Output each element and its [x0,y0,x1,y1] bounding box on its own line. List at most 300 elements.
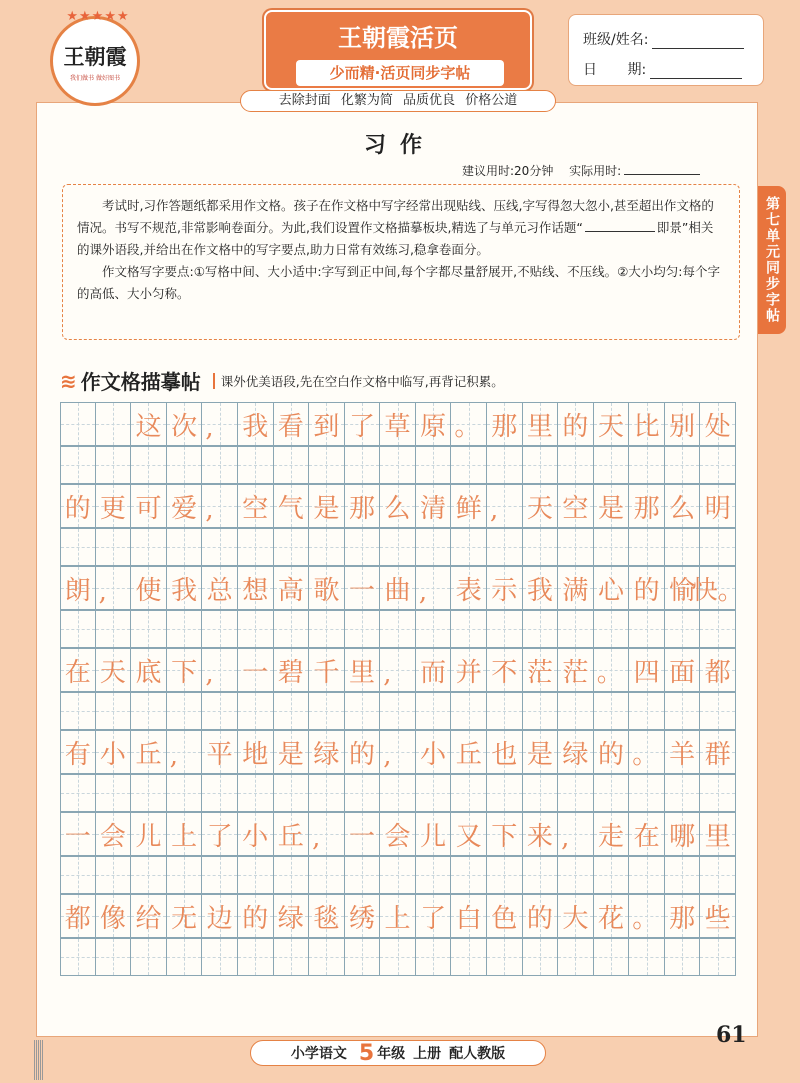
practice-cell[interactable] [665,938,701,976]
intro-paragraph-1 [77,195,725,261]
trace-cell [594,566,630,610]
practice-cell[interactable] [665,856,701,894]
trace-cell [451,402,487,446]
practice-cell[interactable] [345,528,381,566]
practice-cell[interactable] [594,528,630,566]
trace-cell [60,484,96,528]
trace-char: 一 [242,657,269,688]
trace-char: 明 [704,493,731,524]
practice-cell[interactable] [487,938,523,976]
composition-grid [60,402,744,976]
trace-char: 天 [99,657,126,688]
practice-cell[interactable] [594,774,630,812]
section-note: 课外优美语段,先在空白作文格中临写,再背记积累。 [220,373,504,389]
practice-cell[interactable] [274,692,310,730]
practice-cell[interactable] [167,446,203,484]
practice-cell[interactable] [629,692,665,730]
date-field[interactable] [650,78,742,79]
practice-row [60,610,736,648]
trace-char: 茫 [526,657,553,688]
practice-cell[interactable] [202,528,238,566]
trace-cell [309,402,345,446]
practice-cell[interactable] [274,446,310,484]
trace-cell [309,812,345,856]
trace-cell [60,812,96,856]
trace-char: 我 [171,575,198,606]
practice-cell[interactable] [202,774,238,812]
trace-char: 爱 [171,493,198,524]
practice-cell[interactable] [451,610,487,648]
practice-cell[interactable] [238,938,274,976]
trace-char: 处 [704,411,731,442]
practice-cell[interactable] [665,610,701,648]
practice-cell[interactable] [416,610,452,648]
practice-cell[interactable] [665,692,701,730]
trace-cell [700,812,736,856]
trace-cell [238,894,274,938]
practice-cell[interactable] [167,528,203,566]
practice-cell[interactable] [274,610,310,648]
practice-cell[interactable] [523,774,559,812]
trace-cell [523,730,559,774]
trace-cell [60,402,96,446]
trace-cell [700,894,736,938]
student-info-box [568,14,764,86]
practice-cell[interactable] [309,528,345,566]
footer-badge [250,1040,546,1066]
trace-cell [594,894,630,938]
practice-cell[interactable] [700,528,736,566]
practice-cell[interactable] [700,692,736,730]
trace-char: , [205,659,214,689]
practice-cell[interactable] [96,528,132,566]
practice-cell[interactable] [700,610,736,648]
trace-char: 。 [632,740,659,770]
trace-cell [238,648,274,692]
trace-char: 边 [206,903,233,934]
trace-char: 原 [420,411,447,442]
trace-cell [167,402,203,446]
trace-cell [523,648,559,692]
practice-cell[interactable] [451,528,487,566]
practice-cell[interactable] [274,938,310,976]
practice-cell[interactable] [416,938,452,976]
practice-cell[interactable] [309,446,345,484]
trace-cell [309,894,345,938]
practice-cell[interactable] [665,446,701,484]
practice-cell[interactable] [131,938,167,976]
trace-char: 草 [384,411,411,442]
practice-cell[interactable] [487,692,523,730]
trace-cell [380,812,416,856]
practice-cell[interactable] [309,856,345,894]
trace-cell [131,402,167,446]
trace-char: 的 [242,903,269,934]
trace-char: 四 [633,657,660,688]
practice-cell[interactable] [167,610,203,648]
suggested-time: 建议用时:20分钟 [462,164,554,178]
trace-char: 天 [598,411,625,442]
practice-cell[interactable] [274,856,310,894]
trace-char: 儿 [135,821,162,852]
unit-side-tab: 第七单元同步字帖 [758,186,786,334]
trace-char: 是 [598,493,625,524]
practice-cell[interactable] [594,856,630,894]
trace-char: 的 [348,739,375,770]
practice-cell[interactable] [629,856,665,894]
trace-char: 在 [64,657,91,688]
trace-char: 小 [420,739,447,770]
trace-cell [416,894,452,938]
footer-subject: 小学语文 [290,1046,347,1062]
practice-cell[interactable] [523,938,559,976]
trace-char: 面 [669,657,696,688]
practice-cell[interactable] [665,774,701,812]
trace-cell [309,566,345,610]
practice-cell[interactable] [416,446,452,484]
practice-cell[interactable] [309,692,345,730]
practice-cell[interactable] [523,528,559,566]
trace-cell [416,812,452,856]
practice-cell[interactable] [700,446,736,484]
trace-cell [487,566,523,610]
trace-char: 快。 [691,575,744,606]
trace-char: 更 [99,493,126,524]
trace-cell [523,566,559,610]
trace-char: 天 [526,493,553,524]
practice-cell[interactable] [700,856,736,894]
practice-cell[interactable] [238,528,274,566]
practice-cell[interactable] [416,856,452,894]
trace-char: 到 [313,411,340,442]
trace-row [60,402,736,446]
practice-cell[interactable] [60,774,96,812]
trace-cell [380,730,416,774]
practice-cell[interactable] [380,446,416,484]
trace-cell [523,894,559,938]
practice-cell[interactable] [558,692,594,730]
practice-cell[interactable] [487,528,523,566]
slogan: 去除封面 化繁为简 品质优良 价格公道 [240,90,556,112]
practice-cell[interactable] [629,528,665,566]
practice-cell[interactable] [416,528,452,566]
trace-cell [238,484,274,528]
trace-char: , [169,741,179,771]
trace-char: 了 [348,411,375,442]
practice-cell[interactable] [309,938,345,976]
practice-cell[interactable] [380,938,416,976]
practice-cell[interactable] [238,856,274,894]
trace-cell [96,402,132,446]
trace-char: 走 [598,821,625,852]
practice-cell[interactable] [380,610,416,648]
practice-cell[interactable] [274,528,310,566]
trace-cell [700,730,736,774]
trace-char: 会 [384,821,411,852]
practice-cell[interactable] [345,692,381,730]
trace-char: 大 [562,903,589,934]
trace-cell [202,648,238,692]
intro-text-b: 即景”相关的课外语段,并给出在作文格中的写字要点,助力日常有效练习,稳拿卷面分。 [77,220,714,257]
practice-cell[interactable] [60,692,96,730]
practice-cell[interactable] [167,856,203,894]
trace-cell [274,894,310,938]
trace-char: 下 [171,657,198,688]
trace-cell [274,730,310,774]
trace-char: 。 [596,658,623,688]
trace-cell [451,894,487,938]
trace-cell [131,566,167,610]
practice-cell[interactable] [594,446,630,484]
practice-cell[interactable] [96,692,132,730]
trace-char: 看 [277,411,304,442]
practice-cell[interactable] [345,774,381,812]
trace-cell [96,484,132,528]
practice-cell[interactable] [96,446,132,484]
trace-cell [700,402,736,446]
practice-cell[interactable] [60,528,96,566]
practice-cell[interactable] [131,528,167,566]
trace-char: , [205,413,214,443]
trace-cell [60,730,96,774]
practice-cell[interactable] [380,774,416,812]
trace-char: 白 [455,903,482,934]
trace-cell [451,648,487,692]
trace-char: 里 [526,411,553,442]
trace-cell [131,484,167,528]
practice-cell[interactable] [451,446,487,484]
practice-cell[interactable] [131,610,167,648]
trace-char: 底 [135,657,162,688]
trace-char: 。 [454,412,481,442]
time-info [462,162,700,179]
practice-cell[interactable] [238,610,274,648]
practice-cell[interactable] [523,610,559,648]
practice-cell[interactable] [60,610,96,648]
trace-cell [487,812,523,856]
trace-cell [451,730,487,774]
trace-cell [345,648,381,692]
trace-char: 里 [704,821,731,852]
trace-char: 色 [491,903,518,934]
practice-cell[interactable] [60,446,96,484]
footer-grade-label: 年级 [377,1046,406,1062]
trace-char: , [205,495,214,525]
practice-cell[interactable] [416,774,452,812]
practice-cell[interactable] [202,610,238,648]
practice-cell[interactable] [96,610,132,648]
trace-cell [629,484,665,528]
trace-char: 在 [633,821,660,852]
actual-time-label: 实际用时: [569,164,622,178]
trace-char: 有 [64,739,91,770]
trace-cell [274,402,310,446]
practice-cell[interactable] [487,610,523,648]
trace-char: 绿 [313,739,340,770]
class-name-field[interactable] [652,48,744,49]
practice-row [60,528,736,566]
logo-stars-icon: ★★★★★ [66,9,130,24]
trace-char: , [383,659,392,689]
trace-cell [629,402,665,446]
trace-char: 是 [526,739,553,770]
trace-char: 高 [277,575,304,606]
practice-cell[interactable] [451,856,487,894]
practice-cell[interactable] [238,774,274,812]
trace-cell [96,730,132,774]
practice-cell[interactable] [380,528,416,566]
practice-cell[interactable] [629,446,665,484]
trace-char: 空 [562,493,589,524]
practice-cell[interactable] [202,446,238,484]
practice-cell[interactable] [629,610,665,648]
practice-cell[interactable] [451,938,487,976]
trace-cell [345,812,381,856]
practice-cell[interactable] [131,446,167,484]
practice-cell[interactable] [558,774,594,812]
practice-cell[interactable] [700,774,736,812]
trace-cell [345,484,381,528]
practice-cell[interactable] [487,856,523,894]
practice-cell[interactable] [60,856,96,894]
practice-cell[interactable] [558,446,594,484]
practice-cell[interactable] [451,774,487,812]
trace-cell [523,812,559,856]
trace-cell [629,894,665,938]
practice-cell[interactable] [131,856,167,894]
trace-cell [416,566,452,610]
practice-cell[interactable] [594,938,630,976]
trace-char: 比 [633,411,660,442]
practice-cell[interactable] [487,446,523,484]
trace-cell [202,402,238,446]
date-row [583,59,742,79]
section-title: 作文格描摹帖 [80,370,201,394]
trace-char: 些 [704,903,731,934]
trace-cell [274,566,310,610]
practice-cell[interactable] [380,856,416,894]
practice-cell[interactable] [274,774,310,812]
practice-cell[interactable] [309,774,345,812]
practice-cell[interactable] [345,938,381,976]
topic-blank[interactable] [585,231,655,232]
practice-cell[interactable] [416,692,452,730]
trace-cell [167,730,203,774]
trace-char: 我 [526,575,553,606]
actual-time-field[interactable] [624,174,700,175]
trace-char: 这 [135,411,162,442]
trace-char: 是 [277,739,304,770]
practice-cell[interactable] [131,692,167,730]
practice-cell[interactable] [558,938,594,976]
practice-cell[interactable] [380,692,416,730]
practice-cell[interactable] [96,856,132,894]
trace-cell [558,484,594,528]
trace-cell [380,484,416,528]
practice-row [60,938,736,976]
trace-char: 示 [491,575,518,606]
practice-cell[interactable] [594,610,630,648]
practice-cell[interactable] [629,938,665,976]
grid-band [60,812,736,894]
practice-cell[interactable] [523,692,559,730]
trace-cell [96,648,132,692]
practice-cell[interactable] [523,856,559,894]
practice-cell[interactable] [167,938,203,976]
trace-char: 毯 [313,903,340,934]
trace-char: 一 [348,821,375,852]
trace-cell [665,484,701,528]
practice-cell[interactable] [60,938,96,976]
practice-cell[interactable] [96,774,132,812]
practice-cell[interactable] [665,528,701,566]
practice-cell[interactable] [345,856,381,894]
practice-cell[interactable] [167,774,203,812]
trace-cell [487,402,523,446]
banner-subtitle: 少而精·活页同步字帖 [296,60,504,86]
grid-band [60,730,736,812]
practice-cell[interactable] [167,692,203,730]
trace-char: 曲 [384,575,411,606]
trace-cell [451,812,487,856]
trace-char: 那 [491,411,518,442]
trace-cell [416,648,452,692]
footer-grade-number: 5 [358,1040,375,1066]
practice-cell[interactable] [523,446,559,484]
page-number: 61 [716,1022,747,1048]
trace-char: 上 [384,903,411,934]
practice-cell[interactable] [700,938,736,976]
practice-cell[interactable] [202,938,238,976]
practice-cell[interactable] [558,528,594,566]
trace-cell [523,484,559,528]
trace-char: 满 [562,575,589,606]
trace-cell [380,402,416,446]
practice-cell[interactable] [202,856,238,894]
trace-char: 给 [135,903,162,934]
practice-cell[interactable] [629,774,665,812]
practice-cell[interactable] [202,692,238,730]
practice-cell[interactable] [238,446,274,484]
trace-cell [487,894,523,938]
intro-paragraph-2: 作文格写字要点:①写格中间、大小适中:字写到正中间,每个字都尽量舒展开,不贴线、不压线。②大小均匀:每个字的高低、大小匀称。 [77,264,720,301]
practice-cell[interactable] [345,610,381,648]
practice-cell[interactable] [558,610,594,648]
trace-char: 都 [64,903,91,934]
practice-cell[interactable] [345,446,381,484]
practice-cell[interactable] [594,692,630,730]
practice-cell[interactable] [131,774,167,812]
trace-char: 平 [206,739,233,770]
practice-cell[interactable] [96,938,132,976]
practice-cell[interactable] [238,692,274,730]
practice-cell[interactable] [309,610,345,648]
trace-char: 的 [633,575,660,606]
trace-cell [345,566,381,610]
trace-char: 那 [348,493,375,524]
practice-cell[interactable] [487,774,523,812]
intro-text-a: 考试时,习作答题纸都采用作文格。孩子在作文格中写字经常出现贴线、压线,字写得忽大忽小,甚至超出作文格的情况。书写不规范,非常影响卷面分。为此,我们设置作文格描摹板块,精选了与单元习作话题“ [77,198,714,235]
trace-char: 哪 [669,821,696,852]
trace-char: 么 [669,493,696,524]
trace-cell [416,484,452,528]
practice-cell[interactable] [558,856,594,894]
trace-cell [665,730,701,774]
trace-char: 并 [455,657,482,688]
trace-char: 一 [64,821,91,852]
class-name-label: 班级/姓名: [583,32,649,48]
practice-cell[interactable] [451,692,487,730]
